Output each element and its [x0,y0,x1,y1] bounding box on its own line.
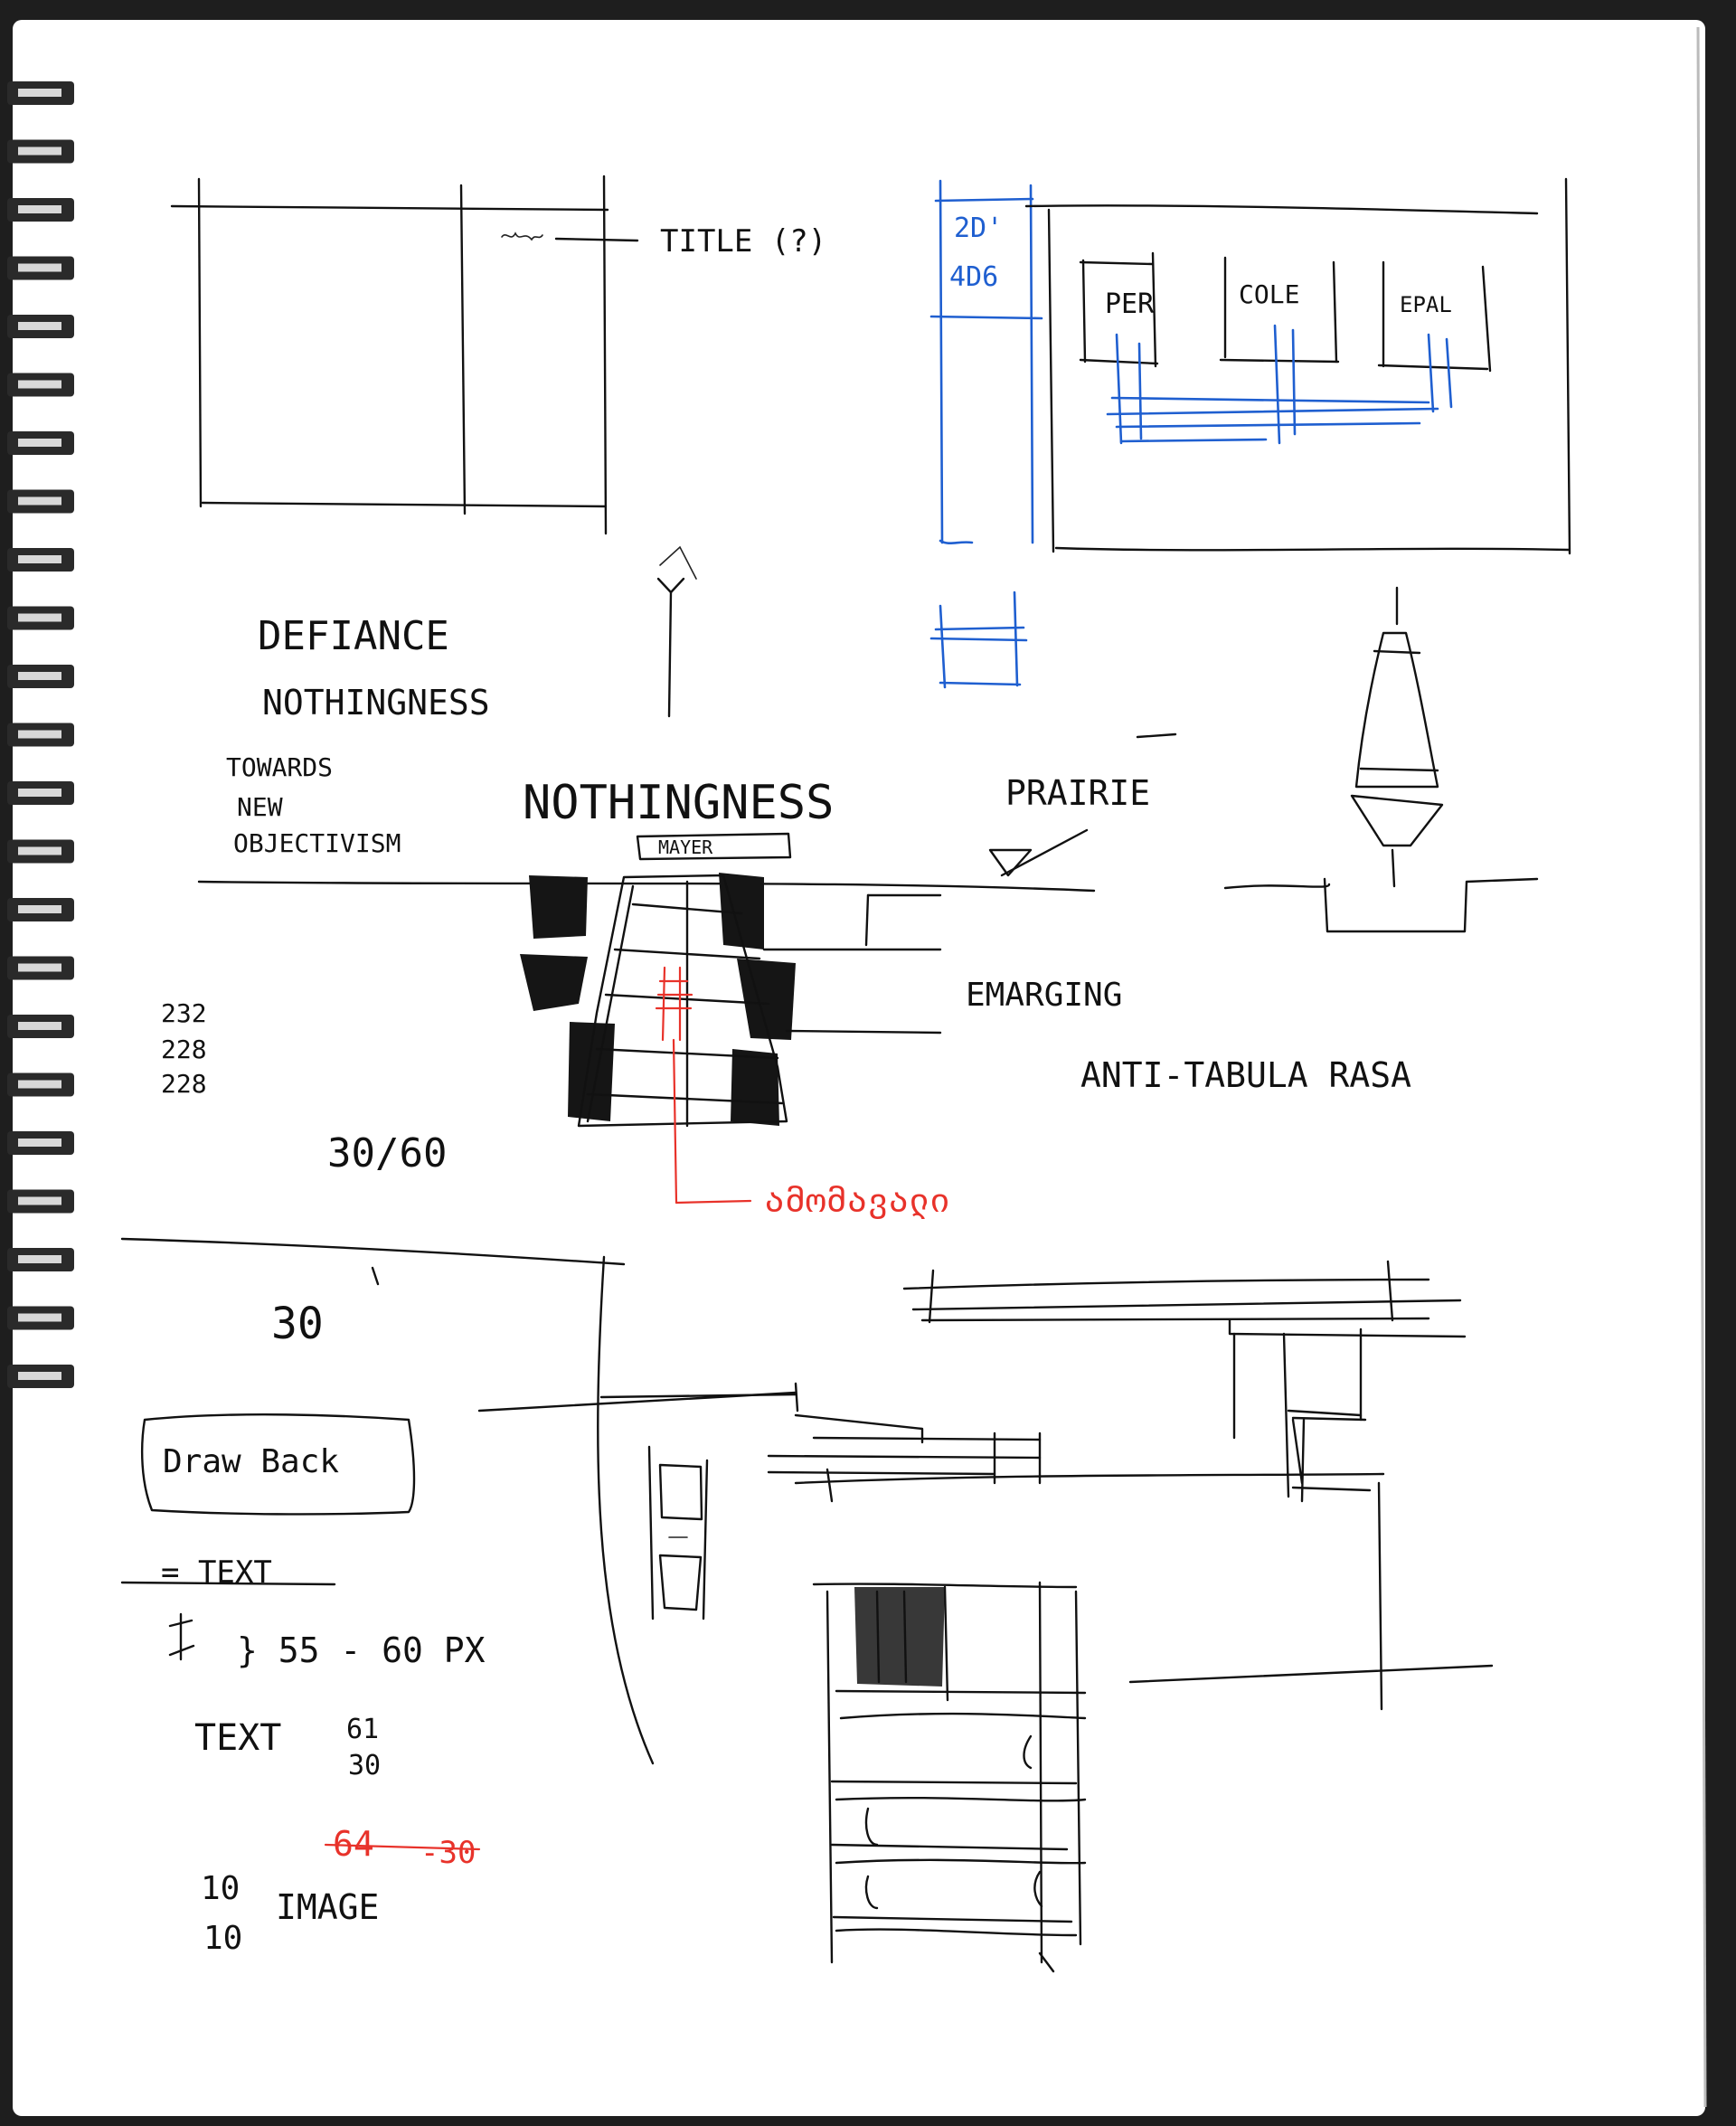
number-61: 61 [346,1714,380,1745]
number-228a: 228 [161,1035,207,1064]
spiral-ring-highlight [18,1314,61,1322]
spiral-ring-highlight [18,555,61,563]
spiral-ring-highlight [18,1255,61,1263]
spiral-ring-highlight [18,1081,61,1089]
number-232: 232 [161,998,207,1028]
blue-scribble-note: 4D6 [949,261,999,293]
spiral-ring-highlight [18,1139,61,1147]
paper-page [13,20,1705,2116]
minus-30-note: -30 [420,1835,476,1871]
georgian-note: ამომავალი [764,1180,950,1220]
towards-note: TOWARDS [226,752,334,782]
spiral-ring-highlight [18,205,61,213]
spiral-ring-highlight [18,964,61,972]
image-note: IMAGE [276,1887,380,1927]
objectivism-note: OBJECTIVISM [233,828,401,858]
per-label: PER [1105,288,1155,320]
spiral-ring-highlight [18,847,61,855]
blue-2d-note: 2D' [954,213,1004,244]
number-228b: 228 [161,1069,207,1099]
spiral-ring-highlight [18,264,61,272]
number-64: 64 [333,1824,374,1864]
spiral-binding-icon [7,81,74,1388]
spiral-ring-highlight [18,147,61,156]
defiance-note: DEFIANCE [258,613,449,659]
nothingness-heading: NOTHINGNESS [523,776,835,830]
eq-text-note: = TEXT [161,1554,272,1591]
spiral-ring-highlight [18,614,61,622]
number-30: 30 [348,1750,382,1781]
spiral-ring-highlight [18,322,61,330]
emerging-note: EMARGING [966,977,1123,1014]
number-10a: 10 [201,1870,241,1907]
new-note: NEW [237,792,283,822]
draw-back-label: Draw Back [163,1443,340,1480]
spiral-ring-highlight [18,89,61,97]
nothingness-note-small: NOTHINGNESS [262,683,490,723]
ratio-note: 30/60 [327,1130,448,1176]
spiral-ring-highlight [18,905,61,913]
spiral-ring-highlight [18,1022,61,1030]
spiral-ring-highlight [18,497,61,506]
cole-label: COLE [1239,279,1300,309]
epal-label: EPAL [1400,292,1452,317]
text-label-note: TEXT [194,1717,282,1759]
spiral-ring-highlight [18,672,61,680]
spiral-ring-highlight [18,1372,61,1380]
spiral-ring-highlight [18,789,61,797]
mayer-label: MAYER [658,836,713,858]
spiral-ring-highlight [18,1197,61,1205]
spiral-ring-highlight [18,381,61,389]
title-note: TITLE (?) [660,223,827,260]
anti-tabula-rasa-note: ANTI-TABULA RASA [1080,1055,1412,1095]
spiral-ring-highlight [18,731,61,739]
prairie-note: PRAIRIE [1005,773,1151,813]
thirty-note: 30 [271,1299,324,1349]
number-10b: 10 [203,1920,243,1957]
spiral-ring-highlight [18,439,61,447]
range-note: } 55 - 60 PX [237,1630,486,1670]
